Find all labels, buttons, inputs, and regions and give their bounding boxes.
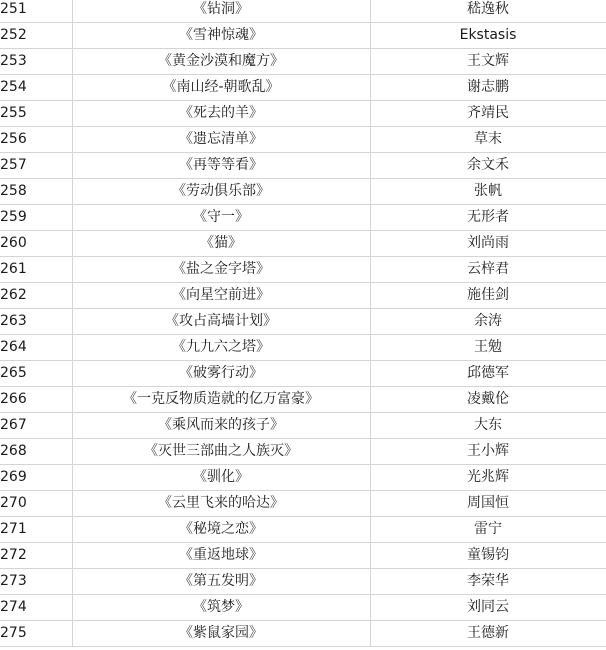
- title-cell[interactable]: 《九九六之塔》: [72, 335, 370, 361]
- table-row: [0, 439, 606, 465]
- author-cell[interactable]: 余文禾: [370, 153, 606, 179]
- table-row: [0, 0, 606, 23]
- row-number-cell[interactable]: 263: [0, 309, 72, 335]
- table-row: [0, 23, 606, 49]
- row-number-cell[interactable]: 274: [0, 595, 72, 621]
- table-row: [0, 101, 606, 127]
- title-cell[interactable]: 《向星空前进》: [72, 283, 370, 309]
- author-cell[interactable]: 刘同云: [370, 595, 606, 621]
- title-cell[interactable]: 《盐之金字塔》: [72, 257, 370, 283]
- row-number-cell[interactable]: 267: [0, 413, 72, 439]
- row-number-cell[interactable]: 261: [0, 257, 72, 283]
- table-row: [0, 153, 606, 179]
- title-cell[interactable]: 《劳动俱乐部》: [72, 179, 370, 205]
- row-number-cell[interactable]: 273: [0, 569, 72, 595]
- author-cell[interactable]: 嵇逸秋: [370, 0, 606, 23]
- author-cell[interactable]: 李荣华: [370, 569, 606, 595]
- row-number-cell[interactable]: 268: [0, 439, 72, 465]
- table-row: [0, 361, 606, 387]
- table-row: [0, 569, 606, 595]
- author-cell[interactable]: 王小辉: [370, 439, 606, 465]
- table-row: [0, 283, 606, 309]
- row-number-cell[interactable]: 275: [0, 621, 72, 647]
- row-number-cell[interactable]: 272: [0, 543, 72, 569]
- title-cell[interactable]: 《筑梦》: [72, 595, 370, 621]
- title-cell[interactable]: 《雪神惊魂》: [72, 23, 370, 49]
- author-cell[interactable]: 大东: [370, 413, 606, 439]
- table-row: [0, 465, 606, 491]
- row-number-cell[interactable]: 258: [0, 179, 72, 205]
- title-cell[interactable]: 《灭世三部曲之人族灭》: [72, 439, 370, 465]
- row-number-cell[interactable]: 256: [0, 127, 72, 153]
- table-row: [0, 517, 606, 543]
- author-cell[interactable]: 凌戴伦: [370, 387, 606, 413]
- author-cell[interactable]: 草末: [370, 127, 606, 153]
- row-number-cell[interactable]: 264: [0, 335, 72, 361]
- author-cell[interactable]: 施佳剑: [370, 283, 606, 309]
- author-cell[interactable]: 谢志鹏: [370, 75, 606, 101]
- author-cell[interactable]: 无形者: [370, 205, 606, 231]
- table-row: [0, 49, 606, 75]
- author-cell[interactable]: 雷宁: [370, 517, 606, 543]
- table-row: [0, 335, 606, 361]
- title-cell[interactable]: 《第五发明》: [72, 569, 370, 595]
- row-number-cell[interactable]: 266: [0, 387, 72, 413]
- title-cell[interactable]: 《秘境之恋》: [72, 517, 370, 543]
- title-cell[interactable]: 《南山经-朝歌乱》: [72, 75, 370, 101]
- row-number-cell[interactable]: 254: [0, 75, 72, 101]
- table-row: [0, 387, 606, 413]
- title-cell[interactable]: 《乘风而来的孩子》: [72, 413, 370, 439]
- row-number-cell[interactable]: 271: [0, 517, 72, 543]
- table-row: [0, 257, 606, 283]
- title-cell[interactable]: 《死去的羊》: [72, 101, 370, 127]
- row-number-cell[interactable]: 251: [0, 0, 72, 23]
- author-cell[interactable]: Ekstasis: [370, 23, 606, 49]
- row-number-cell[interactable]: 260: [0, 231, 72, 257]
- author-cell[interactable]: 周国恒: [370, 491, 606, 517]
- author-cell[interactable]: 王勉: [370, 335, 606, 361]
- row-number-cell[interactable]: 253: [0, 49, 72, 75]
- row-number-cell[interactable]: 255: [0, 101, 72, 127]
- title-cell[interactable]: 《遗忘清单》: [72, 127, 370, 153]
- title-cell[interactable]: 《重返地球》: [72, 543, 370, 569]
- row-number-cell[interactable]: 269: [0, 465, 72, 491]
- author-cell[interactable]: 童锡钧: [370, 543, 606, 569]
- title-cell[interactable]: 《驯化》: [72, 465, 370, 491]
- author-cell[interactable]: 齐靖民: [370, 101, 606, 127]
- title-cell[interactable]: 《破雾行动》: [72, 361, 370, 387]
- title-cell[interactable]: 《钻洞》: [72, 0, 370, 23]
- row-number-cell[interactable]: 270: [0, 491, 72, 517]
- author-cell[interactable]: 邱德军: [370, 361, 606, 387]
- table-row: [0, 179, 606, 205]
- table-row: [0, 127, 606, 153]
- title-cell[interactable]: 《紫鼠家园》: [72, 621, 370, 647]
- title-cell[interactable]: 《云里飞来的哈达》: [72, 491, 370, 517]
- title-cell[interactable]: 《猫》: [72, 231, 370, 257]
- author-cell[interactable]: 光兆辉: [370, 465, 606, 491]
- author-cell[interactable]: 王文辉: [370, 49, 606, 75]
- title-cell[interactable]: 《一克反物质造就的亿万富豪》: [72, 387, 370, 413]
- table-row: [0, 75, 606, 101]
- table-row: [0, 491, 606, 517]
- author-cell[interactable]: 刘尚雨: [370, 231, 606, 257]
- table-row: [0, 595, 606, 621]
- row-number-cell[interactable]: 265: [0, 361, 72, 387]
- author-cell[interactable]: 王德新: [370, 621, 606, 647]
- row-number-cell[interactable]: 262: [0, 283, 72, 309]
- table-row: [0, 309, 606, 335]
- title-cell[interactable]: 《再等等看》: [72, 153, 370, 179]
- title-cell[interactable]: 《攻占高墙计划》: [72, 309, 370, 335]
- author-cell[interactable]: 张帆: [370, 179, 606, 205]
- row-number-cell[interactable]: 257: [0, 153, 72, 179]
- row-number-cell[interactable]: 259: [0, 205, 72, 231]
- table-row: [0, 205, 606, 231]
- title-cell[interactable]: 《守一》: [72, 205, 370, 231]
- table-row: [0, 621, 606, 647]
- table-row: [0, 543, 606, 569]
- table-row: [0, 231, 606, 257]
- title-cell[interactable]: 《黄金沙漠和魔方》: [72, 49, 370, 75]
- row-number-cell[interactable]: 252: [0, 23, 72, 49]
- table-row: [0, 413, 606, 439]
- author-cell[interactable]: 云梓君: [370, 257, 606, 283]
- author-cell[interactable]: 余涛: [370, 309, 606, 335]
